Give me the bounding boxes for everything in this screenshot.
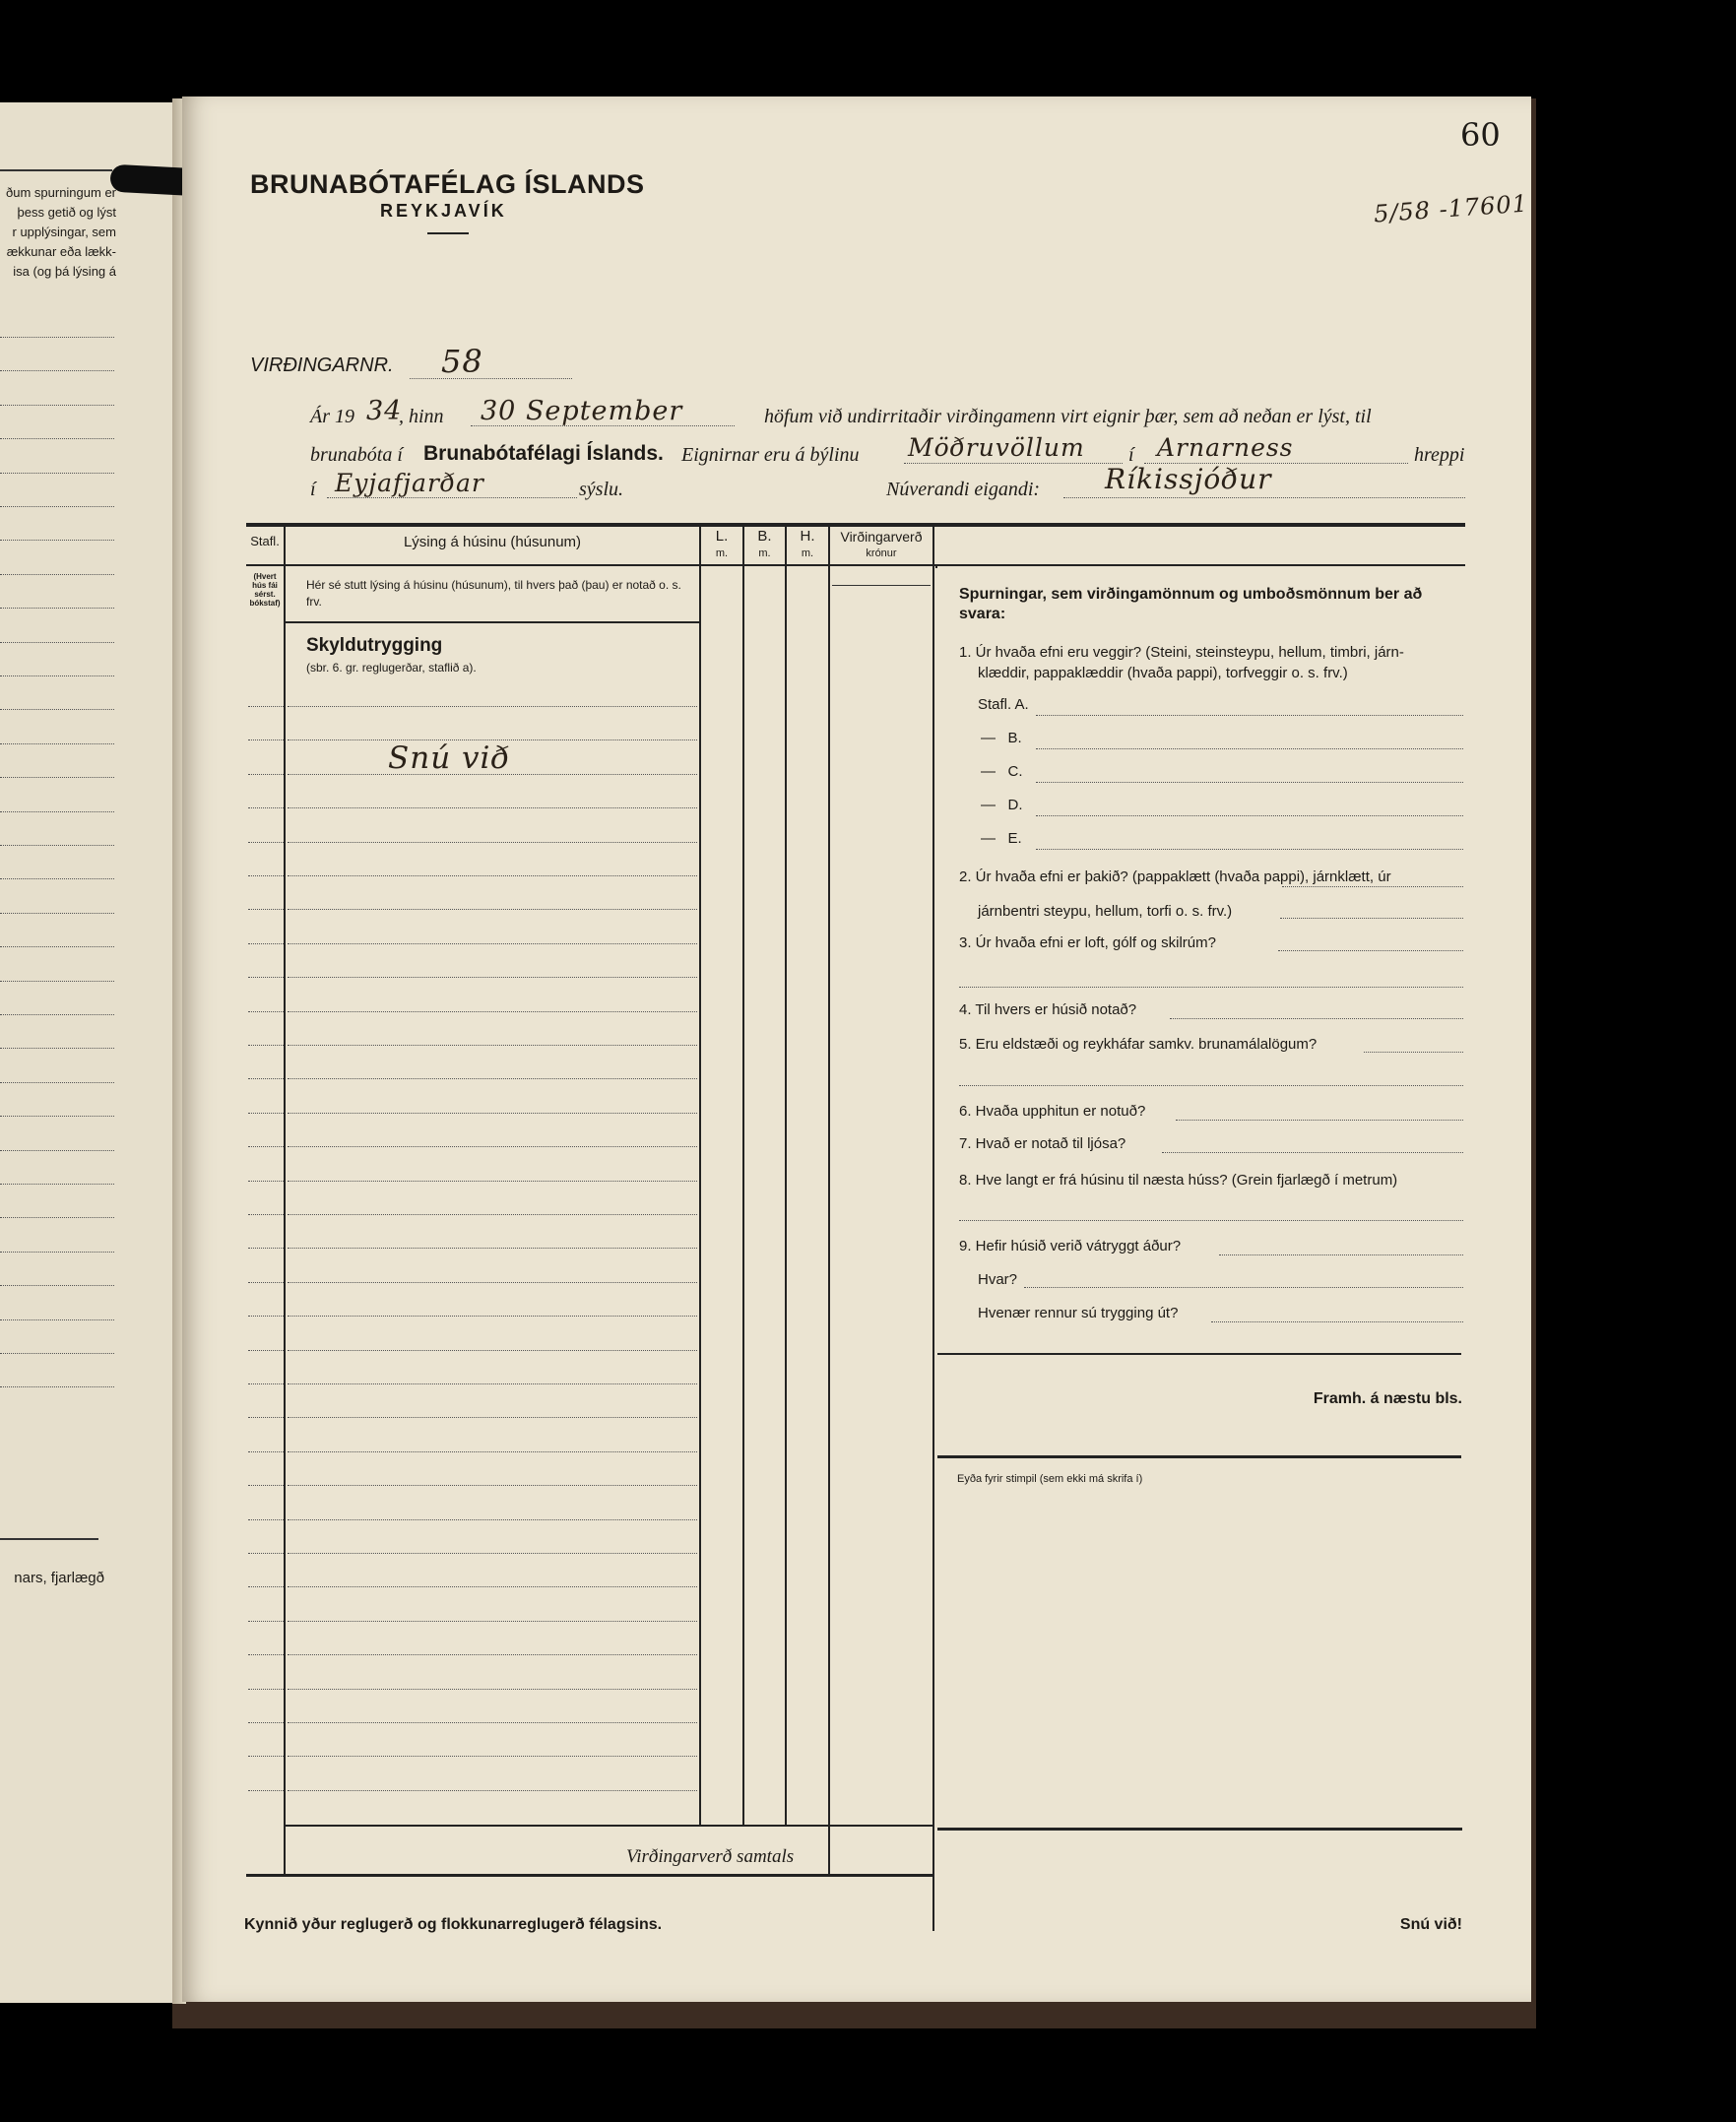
q8-answer-line (959, 1220, 1463, 1221)
hdr-h-unit: m. (801, 547, 814, 559)
question-7: 7. Hvað er notað til ljósa? (959, 1135, 1126, 1152)
desc-row-line (288, 1519, 697, 1520)
stafl-answer-line (1036, 815, 1463, 816)
ar-label: Ár 19 (310, 406, 354, 427)
left-row-line (0, 709, 114, 710)
hreppi-label: hreppi (1414, 444, 1465, 466)
stafl-row-line (248, 1214, 284, 1215)
q5b-answer-line (959, 1085, 1463, 1086)
byli-value: Möðruvöllum (908, 433, 1085, 462)
i-label-2: í (310, 479, 316, 500)
syslu-label: sýslu. (579, 479, 623, 500)
stafl-row-line (248, 706, 284, 707)
stafl-row-line (248, 774, 284, 775)
q9-answer-line (1219, 1254, 1463, 1255)
stafl-row-line (248, 1383, 284, 1384)
stafl-row-line (248, 1485, 284, 1486)
question-2: 2. Úr hvaða efni er þakið? (pappaklætt (hvaða pappi), járnklætt, úr (959, 868, 1391, 885)
stafl-row-line (248, 1181, 284, 1182)
questions-end-rule (937, 1353, 1461, 1355)
left-top-rule (0, 169, 112, 171)
stafl-b: — B. (981, 730, 1022, 746)
stafl-a: Stafl. A. (978, 696, 1029, 713)
stafl-row-line (248, 1519, 284, 1520)
table-header-rule (246, 564, 935, 566)
desc-row-line (288, 1011, 697, 1012)
stafl-row-line (248, 1654, 284, 1655)
qcol-top-rule (937, 564, 1465, 566)
desc-row-line (288, 1654, 697, 1655)
desc-row-line (288, 1350, 697, 1351)
desc-row-line (288, 1078, 697, 1079)
desc-row-line (288, 943, 697, 944)
questions-title: Spurningar, sem virðingamönnum og umboðsmönnum ber að svara: (959, 586, 1423, 622)
left-bottom-rule (0, 1538, 98, 1540)
left-row-line (0, 370, 114, 371)
stafl-row-line (248, 1078, 284, 1079)
hofum-text: höfum við undirritaðir virðingamenn virt eignir þær, sem að neðan er lýst, til (764, 406, 1372, 427)
desc-row-line (288, 909, 697, 910)
framh-note: Framh. á næstu bls. (1313, 1390, 1462, 1407)
i-label-1: í (1128, 444, 1134, 466)
stafl-row-line (248, 1316, 284, 1317)
stafl-note: (Hvert hús fái sérst. bókstaf) (249, 572, 281, 608)
stafl-answer-line (1036, 715, 1463, 716)
page-number: 60 (1460, 116, 1501, 154)
desc-row-line (288, 1282, 697, 1283)
stafl-answer-line (1036, 782, 1463, 783)
org-name: BRUNABÓTAFÉLAG ÍSLANDS (250, 169, 645, 199)
hdr-virdingarverd: Virðingarverð (840, 529, 923, 545)
left-page-bottom-text: nars, fjarlægð (14, 1570, 104, 1586)
header-rule (427, 232, 469, 234)
stafl-row-line (248, 1417, 284, 1418)
stamp-box-bottom-rule (937, 1828, 1462, 1831)
eignirnar-text: Eignirnar eru á býlinu (681, 444, 860, 466)
stafl-row-line (248, 1722, 284, 1723)
left-row-line (0, 473, 114, 474)
skyldu-title: Skyldutrygging (306, 635, 443, 656)
desc-row-line (288, 706, 697, 707)
stafl-e: — E. (981, 830, 1022, 847)
stafl-row-line (248, 1248, 284, 1249)
left-row-line (0, 878, 114, 879)
left-row-line (0, 1252, 114, 1253)
desc-row-line (288, 1045, 697, 1046)
col-stafl-divider (284, 525, 286, 1876)
desc-row-line (288, 1553, 697, 1554)
left-row-line (0, 1014, 114, 1015)
q3-answer-line (1278, 950, 1463, 951)
left-row-line (0, 1184, 114, 1185)
stafl-c: — C. (981, 763, 1023, 780)
stafl-row-line (248, 1282, 284, 1283)
left-row-line (0, 811, 114, 812)
left-page (0, 102, 182, 2003)
desc-row-line (288, 1181, 697, 1182)
desc-row-line (288, 1417, 697, 1418)
desc-row-line (288, 1214, 697, 1215)
byli-line (904, 463, 1123, 464)
eigandi-label: Núverandi eigandi: (886, 479, 1041, 500)
desc-row-line (288, 875, 697, 876)
left-row-line (0, 337, 114, 338)
q7-answer-line (1162, 1152, 1463, 1153)
desc-row-line (288, 977, 697, 978)
q3b-answer-line (959, 987, 1463, 988)
desc-row-line (288, 1485, 697, 1486)
stafl-row-line (248, 875, 284, 876)
stafl-row-line (248, 1451, 284, 1452)
left-row-line (0, 743, 114, 744)
footer-right: Snú við! (1399, 1916, 1462, 1933)
col-verd-divider (932, 525, 934, 1931)
hdr-l-unit: m. (715, 547, 729, 559)
left-row-line (0, 675, 114, 676)
desc-row-line (288, 842, 697, 843)
col-l-divider (742, 525, 744, 1825)
stafl-row-line (248, 1045, 284, 1046)
desc-row-line (288, 739, 697, 740)
desc-row-line (288, 774, 697, 775)
col-b-divider (785, 525, 787, 1825)
footer-left: Kynnið yður reglugerð og flokkunarreglugerð félagsins. (244, 1916, 663, 1933)
left-row-line (0, 1386, 114, 1387)
question-1b: klæddir, pappaklæddir (hvaða pappi), torfveggir o. s. frv.) (978, 665, 1348, 681)
left-row-line (0, 608, 114, 609)
left-row-line (0, 913, 114, 914)
hdr-kronur: krónur (866, 547, 897, 559)
stamp-box-top-rule (937, 1455, 1461, 1458)
hreppur-value: Arnarness (1157, 433, 1294, 462)
stafl-row-line (248, 1689, 284, 1690)
desc-row-line (288, 1722, 697, 1723)
question-4: 4. Til hvers er húsið notað? (959, 1001, 1137, 1018)
question-9-hvar: Hvar? (978, 1271, 1018, 1288)
question-1: 1. Úr hvaða efni eru veggir? (Steini, steinsteypu, hellum, timbri, járn- (959, 644, 1404, 661)
left-row-line (0, 574, 114, 575)
table-top-rule (246, 523, 1465, 527)
stafl-row-line (248, 1790, 284, 1791)
question-6: 6. Hvaða upphitun er notuð? (959, 1103, 1146, 1120)
desc-row-line (288, 1146, 697, 1147)
total-top-rule (286, 1825, 933, 1827)
question-9: 9. Hefir húsið verið vátryggt áður? (959, 1238, 1182, 1254)
left-row-line (0, 405, 114, 406)
q4-answer-line (1170, 1018, 1463, 1019)
stafl-row-line (248, 977, 284, 978)
question-5: 5. Eru eldstæði og reykháfar samkv. brunamálalögum? (959, 1036, 1318, 1053)
stafl-row-line (248, 739, 284, 740)
stafl-row-line (248, 909, 284, 910)
hdr-h: H. (800, 528, 815, 545)
left-row-line (0, 642, 114, 643)
left-page-text: ðum spurningum er þess getið og lýst r upplýsingar, sem ækkunar eða lækk- isa (og þá lýsing á (6, 185, 116, 279)
stamp-note: Eyða fyrir stimpil (sem ekki má skrifa í) (957, 1473, 1143, 1485)
sysla-value: Eyjafjarðar (335, 469, 484, 497)
left-row-line (0, 1048, 114, 1049)
stafl-answer-line (1036, 849, 1463, 850)
q2b-answer-line (1280, 918, 1463, 919)
hvenaer-answer-line (1211, 1321, 1463, 1322)
company-name: Brunabótafélagi Íslands. (423, 442, 664, 465)
hdr-stafl: Stafl. (250, 534, 280, 548)
q2-answer-line (1282, 886, 1463, 887)
stafl-row-line (248, 1586, 284, 1587)
left-row-line (0, 1217, 114, 1218)
col-lysing-divider (699, 525, 701, 1825)
left-row-line (0, 540, 114, 541)
skyldu-note: (sbr. 6. gr. reglugerðar, staflið a). (306, 661, 477, 675)
col-h-divider (828, 525, 830, 1876)
stafl-row-line (248, 1011, 284, 1012)
desc-row-line (288, 1316, 697, 1317)
nr-label: VIRÐINGARNR. (250, 354, 394, 376)
left-row-line (0, 946, 114, 947)
q6-answer-line (1176, 1120, 1463, 1121)
eigandi-value: Ríkissjóður (1105, 463, 1272, 495)
stafl-row-line (248, 1146, 284, 1147)
hdr-l: L. (715, 528, 729, 545)
question-2b: járnbentri steypu, hellum, torfi o. s. frv.) (978, 903, 1233, 920)
desc-row-line (288, 1756, 697, 1757)
brunabota-prefix: brunabóta í (310, 444, 403, 466)
nr-line (410, 378, 572, 379)
desc-row-line (288, 1586, 697, 1587)
stafl-row-line (248, 1113, 284, 1114)
desc-row-line (288, 1383, 697, 1384)
hvar-answer-line (1024, 1287, 1463, 1288)
question-8: 8. Hve langt er frá húsinu til næsta húss? (Grein fjarlægð í metrum) (959, 1172, 1398, 1189)
desc-row-line (288, 1248, 697, 1249)
stafl-row-line (248, 842, 284, 843)
desc-row-line (288, 1689, 697, 1690)
desc-row-line (288, 1451, 697, 1452)
org-city: REYKJAVÍK (380, 201, 507, 221)
left-row-line (0, 1285, 114, 1286)
form-page (182, 96, 1531, 2002)
question-9-hvenaer: Hvenær rennur sú trygging út? (978, 1305, 1179, 1321)
date-value: 30 September (481, 396, 683, 426)
desc-note: Hér sé stutt lýsing á húsinu (húsunum), til hvers það (þau) er notað o. s. frv. (306, 578, 681, 609)
hdr-lysing: Lýsing á húsinu (húsunum) (403, 534, 582, 550)
table-bottom-rule (246, 1874, 933, 1877)
total-label: Virðingarverð samtals (626, 1846, 795, 1867)
desc-row-line (288, 1790, 697, 1791)
left-row-line (0, 845, 114, 846)
left-row-line (0, 981, 114, 982)
year-value: 34 (366, 396, 403, 426)
desc-row-line (288, 1621, 697, 1622)
left-row-line (0, 1116, 114, 1117)
stafl-row-line (248, 1350, 284, 1351)
stafl-answer-line (1036, 748, 1463, 749)
left-row-line (0, 777, 114, 778)
stafl-row-line (248, 807, 284, 808)
eigandi-line (1063, 497, 1465, 498)
handwritten-snu-vid: Snú við (388, 740, 511, 776)
left-row-line (0, 1353, 114, 1354)
hdr-b: B. (757, 528, 772, 545)
nr-value: 58 (441, 343, 483, 380)
stafl-row-line (248, 1621, 284, 1622)
left-row-line (0, 1082, 114, 1083)
left-row-line (0, 438, 114, 439)
desc-row-line (288, 807, 697, 808)
left-row-line (0, 506, 114, 507)
sysla-line (327, 497, 577, 498)
question-3: 3. Úr hvaða efni er loft, gólf og skilrúm? (959, 934, 1216, 951)
stafl-row-line (248, 1553, 284, 1554)
reference-note: 5/58 -17601 (1373, 189, 1529, 228)
desc-row-line (288, 1113, 697, 1114)
left-row-line (0, 1150, 114, 1151)
hdr-b-unit: m. (758, 547, 771, 559)
verd-sub-rule (832, 585, 931, 586)
desc-note-rule (286, 621, 699, 623)
left-row-line (0, 1319, 114, 1320)
stafl-d: — D. (981, 797, 1023, 813)
stafl-row-line (248, 943, 284, 944)
stafl-row-line (248, 1756, 284, 1757)
hinn-label: , hinn (399, 406, 444, 427)
q5-answer-line (1364, 1052, 1463, 1053)
